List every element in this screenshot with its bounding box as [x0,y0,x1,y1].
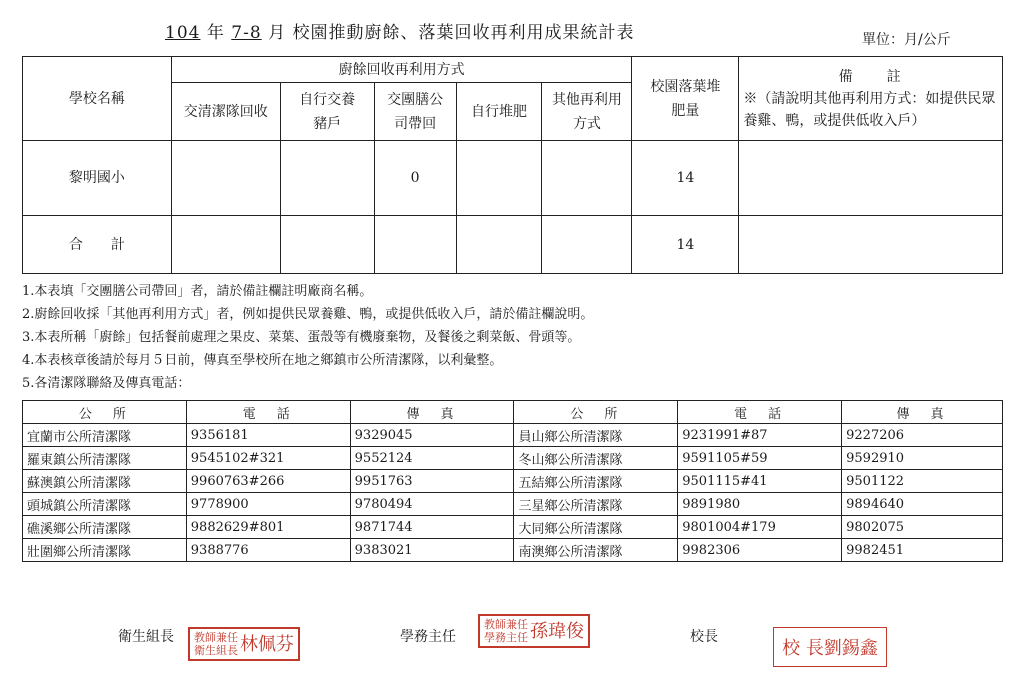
health-leader-label: 衛生組長 [118,629,174,645]
stamp-name: 孫瑋俊 [530,620,584,642]
note-item: 4.本表核章後請於每月５日前，傳真至學校所在地之鄉鎮市公所清潔隊，以利彙整。 [22,353,503,368]
cell-value [280,141,374,216]
stamp-title [194,631,238,657]
office-name: 冬山鄉公所清潔隊 [514,447,678,470]
fax: 9951763 [350,470,514,493]
title-text: 校園推動廚餘、落葉回收再利用成果統計表 [292,23,635,43]
remark-title: 備 註 [838,68,903,85]
phone: 9591105#59 [678,447,842,470]
office-name: 壯圍鄉公所清潔隊 [23,539,187,562]
phone: 9501115#41 [678,470,842,493]
col-leaves [632,57,739,141]
table-row-total [23,216,1003,274]
unit-label: 單位：月/公斤 [862,32,951,48]
principal-label: 校長 [690,629,718,645]
academic-director-label: 學務主任 [400,629,456,645]
office-name: 宜蘭市公所清潔隊 [23,424,187,447]
phone: 9801004#179 [678,516,842,539]
table-row [23,470,1003,493]
office-name: 三星鄉公所清潔隊 [514,493,678,516]
cell-school: 黎明國小 [23,141,172,216]
note-item: 3.本表所稱「廚餘」包括餐前處理之果皮、菜葉、蛋殼等有機廢棄物，及餐後之剩菜飯、骨頭等。 [22,330,581,345]
cell-value: 0 [374,141,456,216]
method-label: 自行堆肥 [471,103,528,120]
stamp-line: 學務主任 [484,631,528,644]
office-name: 大同鄉公所清潔隊 [514,516,678,539]
title-month-suffix: 月 [268,23,287,43]
phone: 9388776 [186,539,350,562]
table-row [23,447,1003,470]
cell-total-leaves: 14 [632,216,739,274]
phone: 9982306 [678,539,842,562]
cell-value [456,216,542,274]
office-name: 頭城鎮公所清潔隊 [23,493,187,516]
fax: 9227206 [842,424,1003,447]
fax: 9894640 [842,493,1003,516]
phone: 9960763#266 [186,470,350,493]
phone: 9778900 [186,493,350,516]
stamp-line: 衛生組長 [194,644,238,657]
phone: 9231991#87 [678,424,842,447]
col-method-1 [280,83,374,141]
title-year-suffix: 年 [206,23,225,43]
office-name: 南澳鄉公所清潔隊 [514,539,678,562]
note-item: 5.各清潔隊聯絡及傳真電話： [22,376,191,391]
notes [22,280,593,395]
method-label: 交團膳公司帶回 [387,91,444,132]
stamp-line: 教師兼任 [484,618,528,631]
principal-seal: 校 長劉錫鑫 [773,627,887,667]
remark-note: ※（請說明其他再利用方式：如提供民眾養雞、鴨，或提供低收入戶） [743,90,996,129]
header-office: 公 所 [514,401,678,424]
office-name: 蘇澳鎮公所清潔隊 [23,470,187,493]
fax: 9780494 [350,493,514,516]
note-item: 1.本表填「交團膳公司帶回」者，請於備註欄註明廠商名稱。 [22,284,373,299]
stamp-title [484,618,528,644]
office-name: 羅東鎮公所清潔隊 [23,447,187,470]
cell-value [456,141,542,216]
col-method-0 [171,83,280,141]
method-label: 其他再利用方式 [551,91,622,132]
contacts-header-row [23,401,1003,424]
fax: 9552124 [350,447,514,470]
col-method-4 [542,83,632,141]
fax: 9871744 [350,516,514,539]
method-label: 交清潔隊回收 [183,103,268,120]
col-leaves-text: 校園落葉堆肥量 [650,78,721,119]
office-name: 礁溪鄉公所清潔隊 [23,516,187,539]
table-row [23,424,1003,447]
title-year: 104 [165,23,201,43]
table-row [23,516,1003,539]
cell-value [171,216,280,274]
health-leader-stamp [188,627,300,661]
col-school-name: 學校名稱 [23,57,172,141]
academic-director-stamp [478,614,590,648]
page-title [165,18,785,43]
table-row [23,493,1003,516]
phone: 9891980 [678,493,842,516]
stamp-name: 林佩芬 [240,633,294,655]
note-item: 2.廚餘回收採「其他再利用方式」者，例如提供民眾養雞、鴨，或提供低收入戶，請於備註欄說明。 [22,307,594,322]
fax: 9592910 [842,447,1003,470]
fax: 9329045 [350,424,514,447]
stamp-line: 教師兼任 [194,631,238,644]
cell-value [280,216,374,274]
header-fax: 傳 真 [350,401,514,424]
office-name: 員山鄉公所清潔隊 [514,424,678,447]
fax: 9501122 [842,470,1003,493]
office-name: 五結鄉公所清潔隊 [514,470,678,493]
header-office: 公 所 [23,401,187,424]
cell-leaves: 14 [632,141,739,216]
cell-total-label: 合 計 [23,216,172,274]
cell-value [542,141,632,216]
statistics-table [22,56,1003,274]
header-fax: 傳 真 [842,401,1003,424]
header-phone: 電 話 [186,401,350,424]
fax: 9802075 [842,516,1003,539]
cell-remark [739,141,1003,216]
title-months: 7-8 [231,23,262,43]
method-label: 自行交養豬戶 [299,91,356,132]
col-remark [739,57,1003,141]
header-phone: 電 話 [678,401,842,424]
phone: 9882629#801 [186,516,350,539]
phone: 9356181 [186,424,350,447]
col-method-3 [456,83,542,141]
contacts-table [22,400,1003,562]
phone: 9545102#321 [186,447,350,470]
table-row [23,539,1003,562]
col-method-2 [374,83,456,141]
fax: 9383021 [350,539,514,562]
col-group-methods: 廚餘回收再利用方式 [171,57,632,83]
cell-remark [739,216,1003,274]
cell-value [542,216,632,274]
cell-value [171,141,280,216]
table-row [23,141,1003,216]
fax: 9982451 [842,539,1003,562]
cell-value [374,216,456,274]
